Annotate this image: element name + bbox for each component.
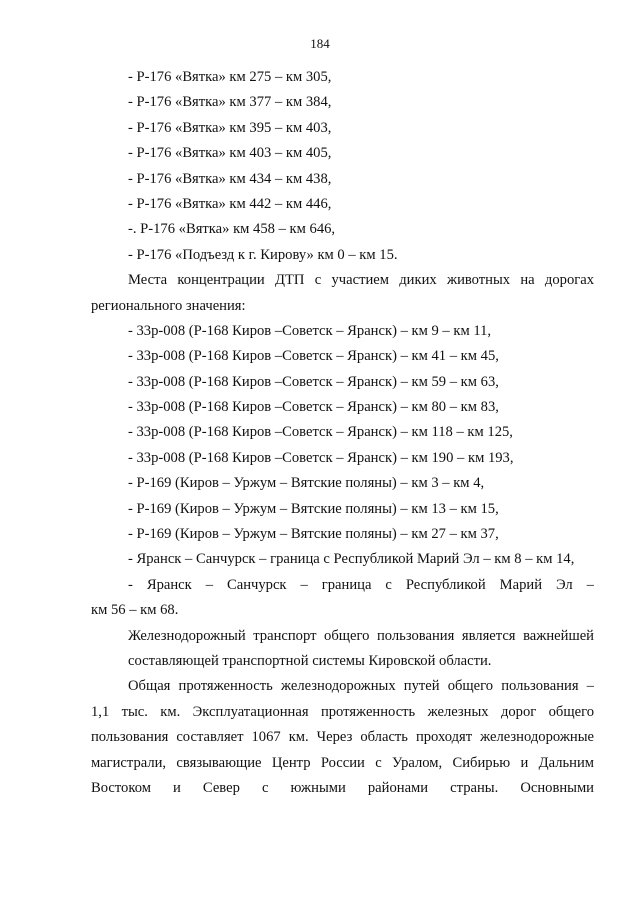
text-line: - Р-176 «Вятка» км 434 – км 438,	[128, 170, 332, 187]
text-line: составляющей транспортной системы Кировской области.	[128, 652, 492, 669]
text-line: регионального значения:	[91, 297, 246, 314]
text-line: 1,1 тыс. км. Эксплуатационная протяженность железных дорог общего	[91, 703, 594, 720]
text-line: магистрали, связывающие Центр России с Уралом, Сибирью и Дальним	[91, 754, 594, 771]
text-line: Востоком и Север с южными районами страны. Основными	[91, 779, 594, 796]
text-line: км 56 – км 68.	[91, 602, 179, 619]
text-line: - Р-169 (Киров – Уржум – Вятские поляны) – км 13 – км 15,	[128, 500, 499, 517]
text-line: - Р-169 (Киров – Уржум – Вятские поляны) – км 3 – км 4,	[128, 475, 485, 492]
text-line: - 33р-008 (Р-168 Киров –Советск – Яранск) – км 9 – км 11,	[128, 322, 492, 339]
text-line: - 33р-008 (Р-168 Киров –Советск – Яранск) – км 59 – км 63,	[128, 373, 499, 390]
text-line: - Р-176 «Подъезд к г. Кирову» км 0 – км 15.	[128, 246, 398, 263]
text-line: - 33р-008 (Р-168 Киров –Советск – Яранск) – км 80 – км 83,	[128, 399, 499, 416]
text-line: Общая протяженность железнодорожных путей общего пользования –	[128, 678, 594, 695]
document-body	[91, 65, 594, 801]
text-line: - 33р-008 (Р-168 Киров –Советск – Яранск) – км 118 – км 125,	[128, 424, 513, 441]
text-line: - Яранск – Санчурск – граница с Республикой Марий Эл – км 8 – км 14,	[128, 551, 575, 568]
text-line: Места концентрации ДТП с участием диких животных на дорогах	[128, 272, 594, 289]
page-number: 184	[310, 36, 330, 51]
text-line: пользования составляет 1067 км. Через область проходят железнодорожные	[91, 729, 594, 746]
text-line: - 33р-008 (Р-168 Киров –Советск – Яранск) – км 190 – км 193,	[128, 449, 514, 466]
text-line: - Р-176 «Вятка» км 395 – км 403,	[128, 119, 332, 136]
text-line: - Яранск – Санчурск – граница с Республикой Марий Эл –	[128, 576, 594, 593]
text-line: -. Р-176 «Вятка» км 458 – км 646,	[128, 221, 336, 238]
text-line: - Р-176 «Вятка» км 377 – км 384,	[128, 94, 332, 111]
text-line: - Р-176 «Вятка» км 275 – км 305,	[128, 69, 332, 85]
text-line: - Р-169 (Киров – Уржум – Вятские поляны) – км 27 – км 37,	[128, 526, 499, 543]
text-line: Железнодорожный транспорт общего пользования является важнейшей	[128, 627, 594, 644]
text-line: - Р-176 «Вятка» км 442 – км 446,	[128, 195, 332, 212]
text-line: - Р-176 «Вятка» км 403 – км 405,	[128, 145, 332, 162]
text-line: - 33р-008 (Р-168 Киров –Советск – Яранск) – км 41 – км 45,	[128, 348, 499, 365]
